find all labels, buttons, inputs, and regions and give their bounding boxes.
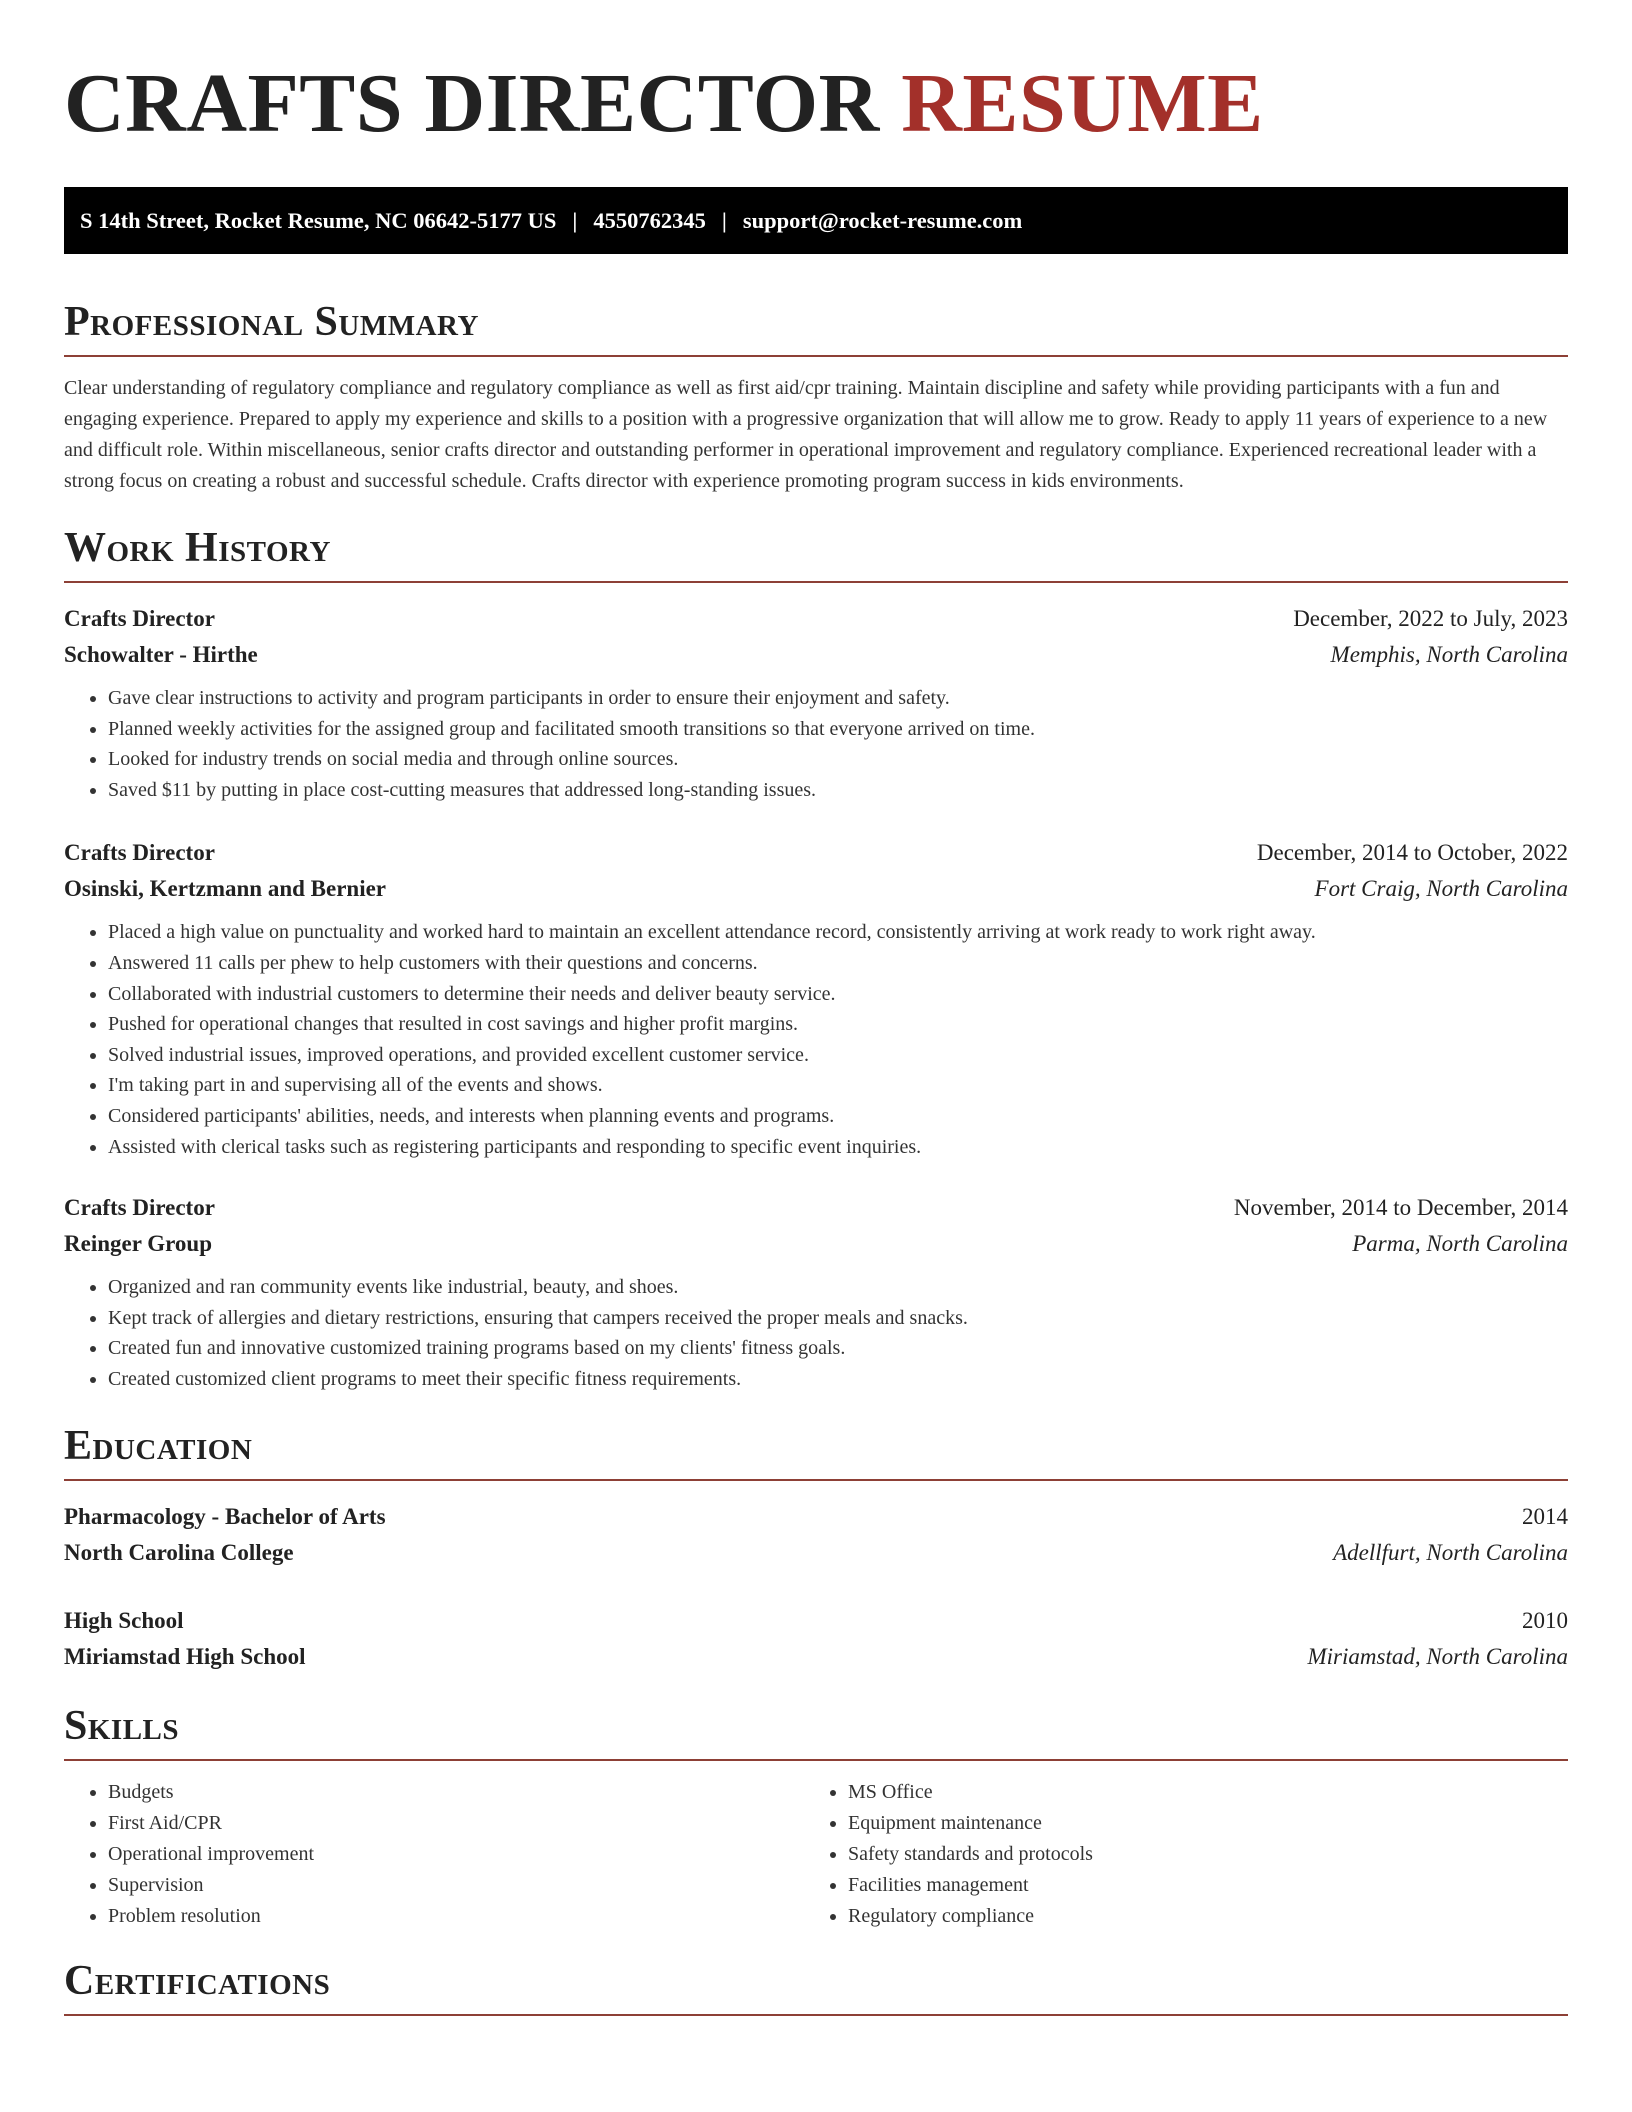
job-dates: December, 2022 to July, 2023 <box>1293 606 1568 631</box>
education-section <box>64 1421 1568 1675</box>
skill-item: • Equipment maintenance <box>848 1808 1544 1839</box>
job-title: Crafts Director <box>64 840 215 866</box>
contact-phone[interactable]: 4550762345 <box>593 207 706 233</box>
skill-item: • Problem resolution <box>108 1901 804 1932</box>
section-heading-skills: Skills <box>64 1701 1568 1761</box>
section-heading-work-history: Work History <box>64 523 1568 583</box>
skills-column-left <box>64 1777 804 1932</box>
job-bullets <box>64 683 1568 805</box>
job-bullets <box>64 1272 1568 1394</box>
education-location: Adellfurt, North Carolina <box>1333 1539 1568 1565</box>
job-dates: November, 2014 to December, 2014 <box>1233 1195 1568 1221</box>
education-entry <box>64 1603 1568 1675</box>
skill-item: • MS Office <box>848 1777 1544 1808</box>
education-year: 2014 <box>1522 1503 1568 1529</box>
skills-grid <box>64 1777 1568 1932</box>
job-bullet: • Placed a high value on punctuality and worked hard to maintain an excellent attendance record, consistently arriving at work ready to work right away. <box>108 917 1568 948</box>
job-location: Parma, North Carolina <box>1352 1231 1568 1257</box>
skill-item: • Supervision <box>108 1870 804 1901</box>
education-degree: High School <box>64 1607 184 1633</box>
job-title: Crafts Director <box>64 606 215 631</box>
education-degree: Pharmacology - Bachelor of Arts <box>64 1503 386 1529</box>
contact-bar <box>64 187 1568 254</box>
education-location: Miriamstad, North Carolina <box>1307 1643 1568 1669</box>
job-bullet: • Considered participants' abilities, needs, and interests when planning events and programs. <box>108 1101 1568 1132</box>
certifications-section <box>64 1956 1568 2016</box>
job-company: Reinger Group <box>64 1231 213 1257</box>
contact-address: S 14th Street, Rocket Resume, NC 06642-5177 US <box>80 207 557 233</box>
summary-section <box>64 297 1568 497</box>
job-title: Crafts Director <box>64 1195 215 1221</box>
title-accent: RESUME <box>901 57 1264 150</box>
job-bullet: • Created customized client programs to meet their specific fitness requirements. <box>108 1364 1568 1395</box>
section-heading-summary: Professional Summary <box>64 297 1568 357</box>
education-school: North Carolina College <box>64 1539 294 1565</box>
education-year: 2010 <box>1522 1607 1568 1633</box>
job-entry <box>64 601 1568 805</box>
job-bullet: • Answered 11 calls per phew to help customers with their questions and concerns. <box>108 948 1568 979</box>
title-main: CRAFTS DIRECTOR <box>64 57 880 150</box>
job-entry <box>64 1190 1568 1394</box>
contact-separator: | <box>721 207 727 233</box>
skills-column-right <box>804 1777 1544 1932</box>
job-bullet: • Saved $11 by putting in place cost-cutting measures that addressed long-standing issues. <box>108 775 1568 806</box>
job-bullet: • I'm taking part in and supervising all of the events and shows. <box>108 1070 1568 1101</box>
skills-section <box>64 1701 1568 1932</box>
skill-item: • Operational improvement <box>108 1839 804 1870</box>
job-bullet: • Created fun and innovative customized training programs based on my clients' fitness goals. <box>108 1333 1568 1364</box>
job-bullet: • Kept track of allergies and dietary restrictions, ensuring that campers received the proper meals and snacks. <box>108 1303 1568 1334</box>
job-company: Osinski, Kertzmann and Bernier <box>64 876 387 902</box>
job-bullet: • Solved industrial issues, improved operations, and provided excellent customer service. <box>108 1040 1568 1071</box>
job-bullet: • Pushed for operational changes that resulted in cost savings and higher profit margins. <box>108 1009 1568 1040</box>
job-bullet: • Collaborated with industrial customers to determine their needs and deliver beauty service. <box>108 979 1568 1010</box>
skill-item: • First Aid/CPR <box>108 1808 804 1839</box>
job-bullets <box>64 917 1568 1162</box>
work-history-section <box>64 523 1568 1395</box>
job-company: Schowalter - Hirthe <box>64 642 258 667</box>
summary-text: Clear understanding of regulatory compliance and regulatory compliance as well as first aid/cpr training. Maintain discipline and safety while providing participants with a fun and engaging experience. Prepared to apply my experience and skills to a position with a progressive organization that will allow me to grow. Ready to apply 11 years of experience to a new and difficult role. Within miscellaneous, senior crafts director and outstanding performer in operational improvement and regulatory compliance. Experienced recreational leader with a strong focus on creating a robust and successful schedule. Crafts director with experience promoting program success in kids environments. <box>64 377 1548 492</box>
skill-item: • Safety standards and protocols <box>848 1839 1544 1870</box>
skill-item: • Facilities management <box>848 1870 1544 1901</box>
resume-title <box>64 56 1568 152</box>
job-bullet: • Organized and ran community events like industrial, beauty, and shoes. <box>108 1272 1568 1303</box>
job-location: Memphis, North Carolina <box>1330 642 1568 667</box>
skill-item: • Regulatory compliance <box>848 1901 1544 1932</box>
job-bullet: • Looked for industry trends on social media and through online sources. <box>108 744 1568 775</box>
skill-item: • Budgets <box>108 1777 804 1808</box>
job-entry <box>64 835 1568 1162</box>
job-location: Fort Craig, North Carolina <box>1314 876 1568 902</box>
job-dates: December, 2014 to October, 2022 <box>1256 840 1568 866</box>
education-entry <box>64 1499 1568 1571</box>
job-bullet: • Assisted with clerical tasks such as registering participants and responding to specific event inquiries. <box>108 1132 1568 1163</box>
job-bullet: • Gave clear instructions to activity and program participants in order to ensure their enjoyment and safety. <box>108 683 1568 714</box>
contact-email[interactable]: support@rocket-resume.com <box>742 207 1023 233</box>
education-school: Miriamstad High School <box>64 1643 306 1669</box>
section-heading-education: Education <box>64 1421 1568 1481</box>
section-heading-certifications: Certifications <box>64 1956 1568 2016</box>
job-bullet: • Planned weekly activities for the assigned group and facilitated smooth transitions so that everyone arrived on time. <box>108 714 1568 745</box>
contact-separator: | <box>572 207 578 233</box>
